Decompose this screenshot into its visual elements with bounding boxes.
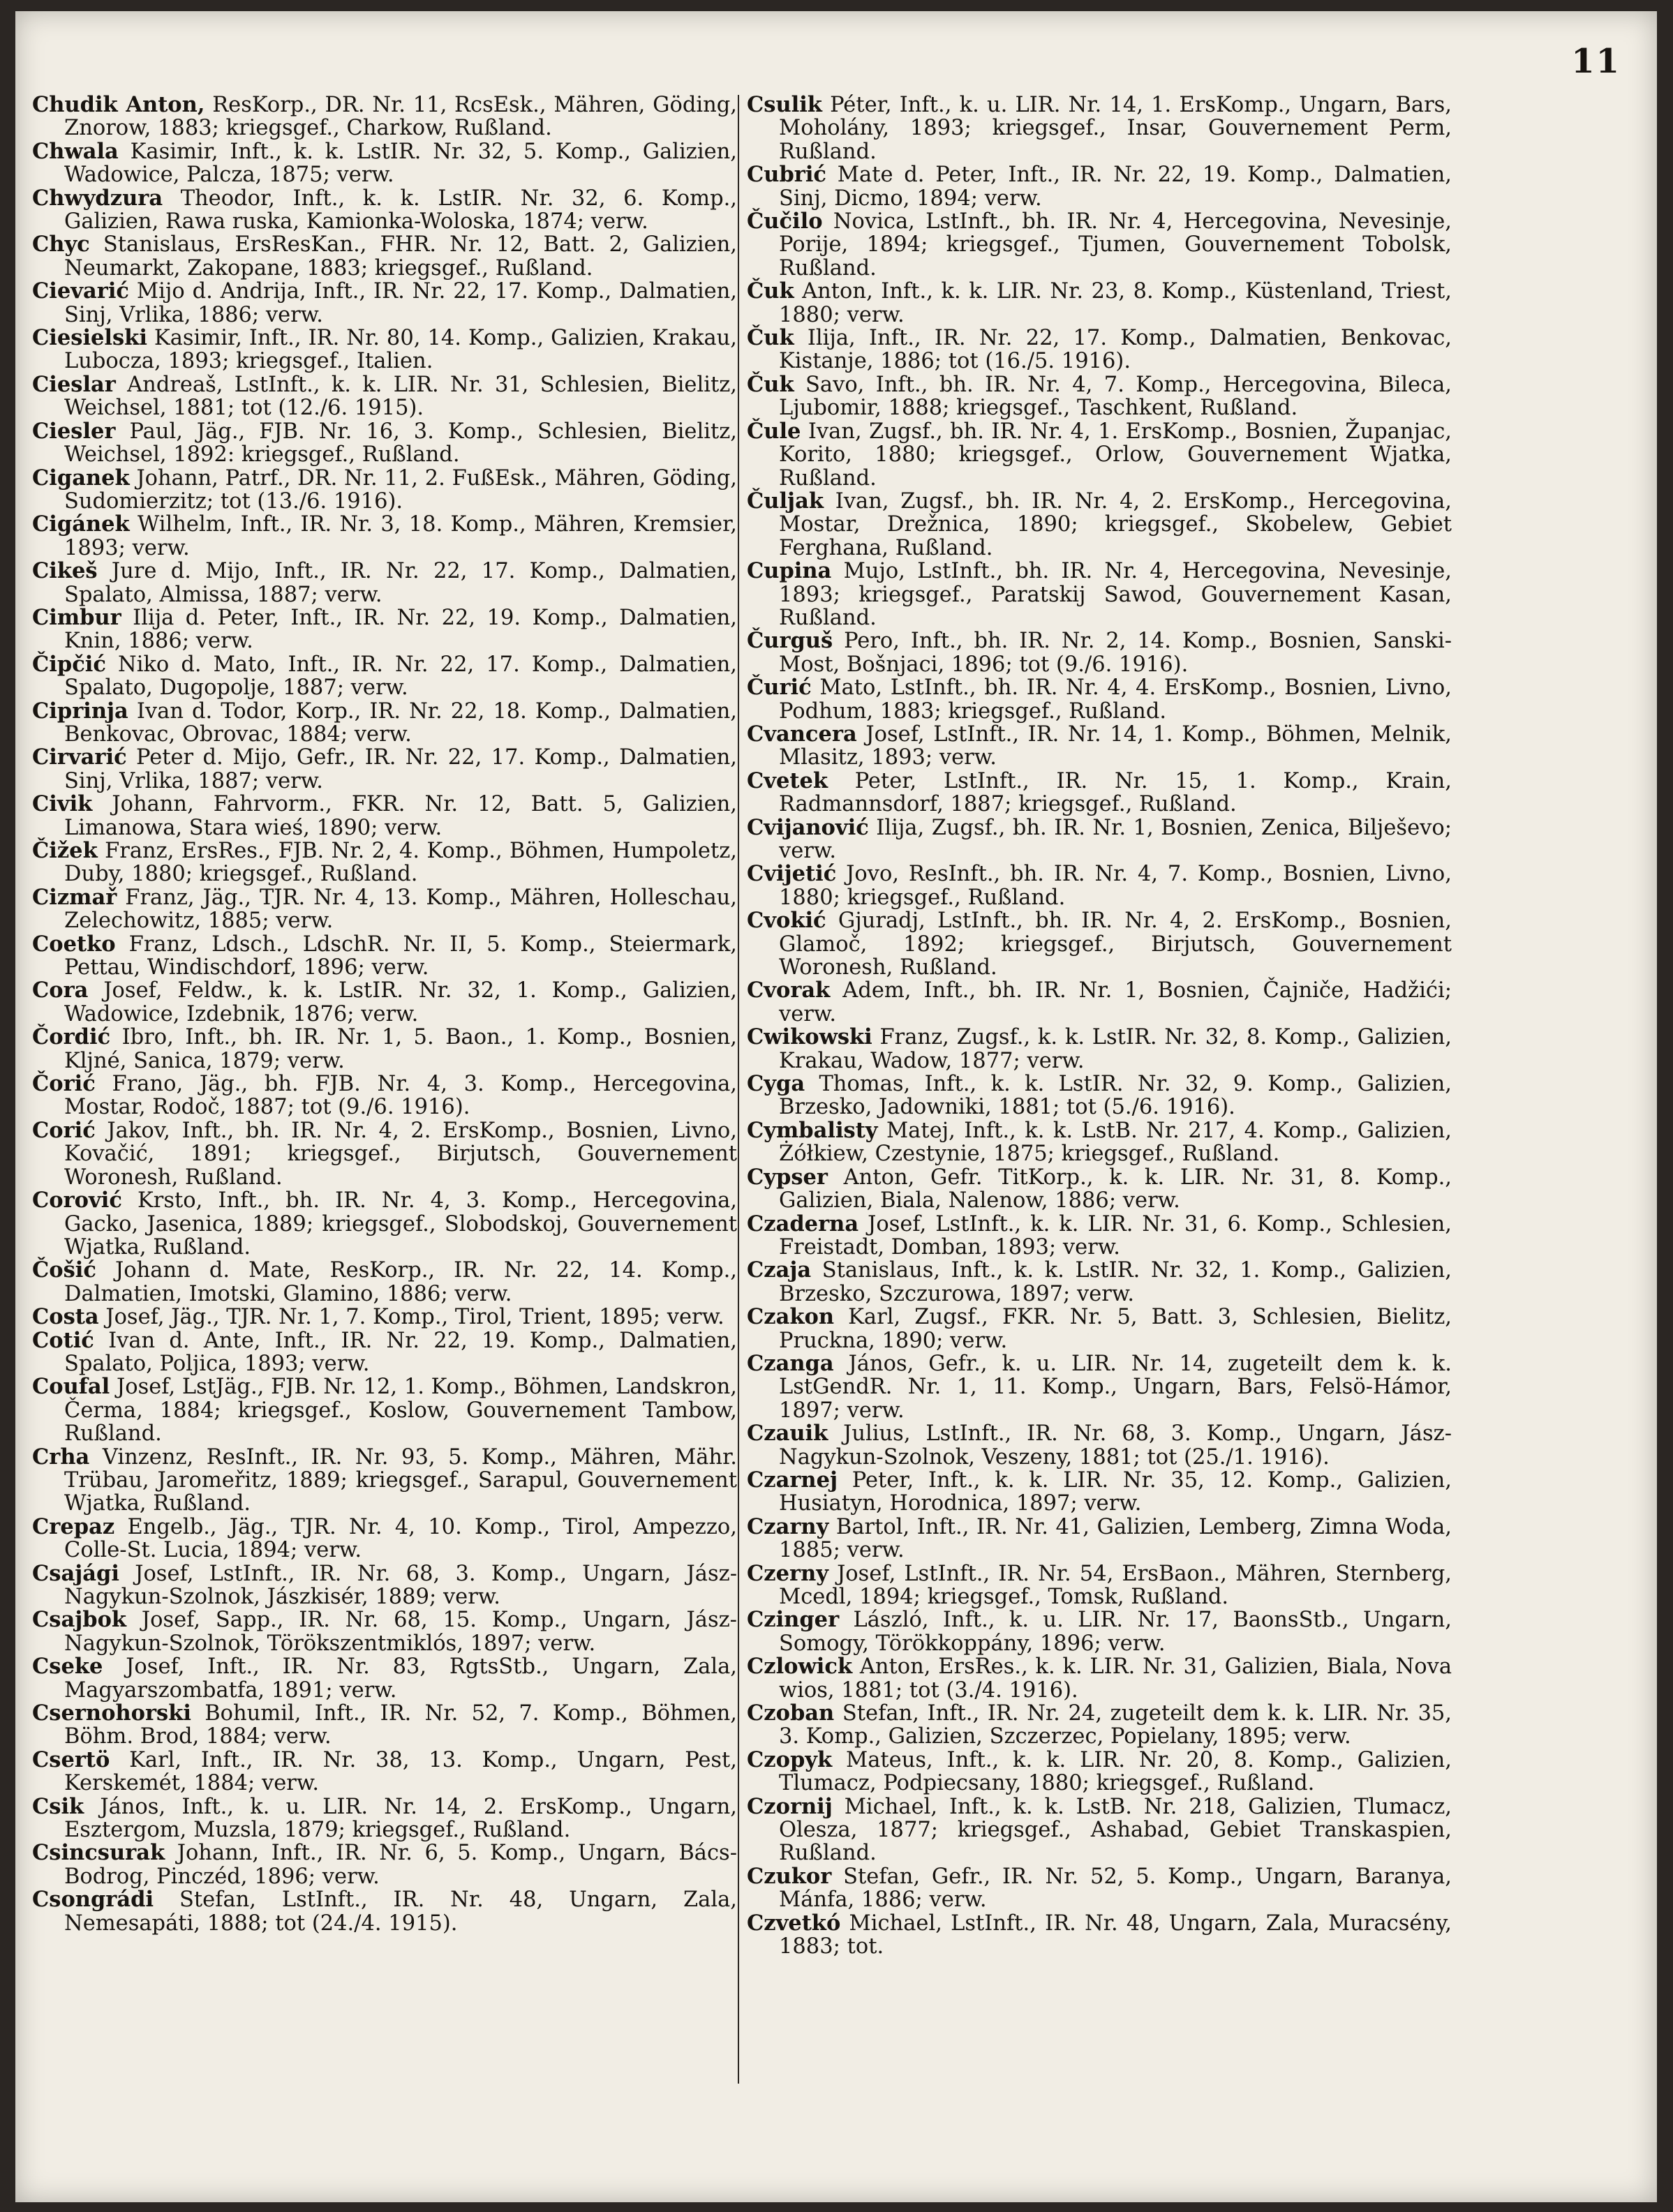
entry-surname: Čuk [747,278,794,304]
register-entry [32,1749,737,1795]
entry-surname: Czoban [747,1701,835,1726]
register-entry [747,909,1452,979]
entry-details: Peter, LstInft., IR. Nr. 15, 1. Komp., Krain, Radmannsdorf, 1887; kriegsgef., Rußland. [779,768,1452,817]
entry-surname: Cvancera [747,721,857,747]
register-entry [32,700,737,747]
entry-details: János, Inft., k. u. LIR. Nr. 14, 2. ErsKomp., Ungarn, Esztergom, Muzsla, 1879; kriegsgef., Rußland. [64,1794,737,1843]
entry-details: Anton, ErsRes., k. k. LIR. Nr. 31, Galizien, Biala, Nova wios, 1881; tot (3./4. 1916). [779,1654,1452,1703]
entry-details: Julius, LstInft., IR. Nr. 68, 3. Komp., Ungarn, Jász-Nagykun-Szolnok, Veszeny, 1881; tot (25./1. 1916). [779,1421,1452,1470]
entry-surname: Csajági [32,1560,119,1586]
register-entry [32,1516,737,1562]
entry-surname: Chyc [32,232,90,257]
entry-surname: Czauik [747,1421,828,1447]
entry-surname: Cseke [32,1654,103,1680]
register-entry [32,467,737,514]
entry-surname: Cyga [747,1071,805,1097]
entry-surname: Coufal [32,1374,110,1400]
entry-details: Theodor, Inft., k. k. LstIR. Nr. 32, 6. Komp., Galizien, Rawa ruska, Kamionka-Woloska, 1874; verw. [64,186,737,234]
entry-details: Jovo, ResInft., bh. IR. Nr. 4, 7. Komp., Bosnien, Livno, 1880; kriegsgef., Rußland. [779,862,1452,910]
register-entry [747,979,1452,1026]
register-entry [747,1702,1452,1749]
entry-surname: Cirvarić [32,745,127,770]
entry-surname: Cotić [32,1327,94,1353]
entry-surname: Ciprinja [32,698,128,724]
entry-details: Gjuradj, LstInft., bh. IR. Nr. 4, 2. ErsKomp., Bosnien, Glamoč, 1892; kriegsgef., Birjutsch, Gouvernement Woronesh, Rußland. [779,909,1452,980]
register-entry [32,513,737,560]
entry-details: Josef, LstInft., k. k. LIR. Nr. 31, 6. Komp., Schlesien, Freistadt, Domban, 1893; verw. [779,1211,1452,1260]
entry-details: Franz, Ldsch., LdschR. Nr. II, 5. Komp., Steiermark, Pettau, Windischdorf, 1896; verw. [64,932,737,980]
register-entry [747,1422,1452,1469]
register-entry [747,1213,1452,1260]
entry-details: Josef, Jäg., TJR. Nr. 1, 7. Komp., Tirol, Trient, 1895; verw. [98,1305,724,1330]
entry-surname: Čučilo [747,209,823,234]
register-entry [32,839,737,886]
register-entry [32,373,737,420]
entry-surname: Cora [32,978,89,1003]
entry-surname: Czinger [747,1607,840,1633]
entry-surname: Čižek [32,838,98,863]
register-entry [747,1306,1452,1352]
register-entry [747,1562,1452,1609]
register-entry [747,676,1452,723]
entry-surname: Czarny [747,1514,829,1539]
entry-surname: Civik [32,791,93,817]
entry-details: Savo, Inft., bh. IR. Nr. 4, 7. Komp., Hercegovina, Bileca, Ljubomir, 1888; kriegsgef., Taschkent, Rußland. [779,372,1452,421]
entry-surname: Cymbalisty [747,1117,878,1143]
entry-surname: Ciesielski [32,325,147,351]
entry-surname: Čorić [32,1071,96,1097]
entry-details: Mateus, Inft., k. k. LIR. Nr. 20, 8. Komp., Galizien, Tlumacz, Podpiecsany, 1880; kriegsgef., Rußland. [779,1747,1452,1796]
entry-details: Ivan d. Todor, Korp., IR. Nr. 22, 18. Komp., Dalmatien, Benkovac, Obrovac, 1884; verw. [64,698,737,747]
document-page [15,11,1657,2202]
entry-details: Bohumil, Inft., IR. Nr. 52, 7. Komp., Böhmen, Böhm. Brod, 1884; verw. [64,1701,737,1749]
entry-surname: Corović [32,1188,122,1213]
entry-details: Stanislaus, Inft., k. k. LstIR. Nr. 32, 1. Komp., Galizien, Brzesko, Szczurowa, 1897; verw. [779,1258,1452,1306]
entry-details: Wilhelm, Inft., IR. Nr. 3, 18. Komp., Mähren, Kremsier, 1893; verw. [64,512,737,560]
entry-details: Josef, Sapp., IR. Nr. 68, 15. Komp., Ungarn, Jász-Nagykun-Szolnok, Törökszentmiklós, 1897; verw. [64,1608,737,1656]
register-entry [32,933,737,980]
entry-surname: Ciganek [32,465,130,491]
entry-details: Anton, Gefr. TitKorp., k. k. LIR. Nr. 31, 8. Komp., Galizien, Biala, Nalenow, 1886; verw. [779,1165,1452,1213]
entry-details: Mate d. Peter, Inft., IR. Nr. 22, 19. Komp., Dalmatien, Sinj, Dicmo, 1894; verw. [779,163,1452,211]
entry-details: Peter d. Mijo, Gefr., IR. Nr. 22, 17. Komp., Dalmatien, Sinj, Vrlika, 1887; verw. [64,745,737,793]
entry-surname: Čošić [32,1257,96,1283]
entry-surname: Cwikowski [747,1024,872,1050]
entry-surname: Cievarić [32,278,129,304]
entry-surname: Cvijetić [747,861,837,887]
entry-surname: Cikeš [32,558,98,584]
entry-details: Josef, LstInft., IR. Nr. 54, ErsBaon., Mähren, Sternberg, Mcedl, 1894; kriegsgef., Tomsk, Rußland. [779,1561,1452,1609]
entry-surname: Csincsurak [32,1840,165,1866]
register-entry [32,1375,737,1445]
entry-details: Mujo, LstInft., bh. IR. Nr. 4, Hercegovina, Nevesinje, 1893; kriegsgef., Paratskij Sawod, Gouvernement Kasan, Rußland. [779,559,1452,630]
entry-surname: Czarnej [747,1467,838,1493]
entry-details: Johann d. Mate, ResKorp., IR. Nr. 22, 14. Komp., Dalmatien, Imotski, Glamino, 1886; verw. [64,1258,737,1306]
register-entry [32,327,737,373]
entry-details: Frano, Jäg., bh. FJB. Nr. 4, 3. Komp., Hercegovina, Mostar, Rodoč, 1887; tot (9./6. 1916). [64,1072,737,1120]
register-entry [32,560,737,606]
entry-surname: Cubrić [747,162,827,188]
entry-surname: Czaja [747,1257,812,1283]
left-column [32,94,737,1935]
entry-details: Franz, Zugsf., k. k. LstIR. Nr. 32, 8. Komp., Galizien, Krakau, Wadow, 1877; verw. [779,1025,1452,1073]
entry-surname: Chwala [32,138,119,164]
entry-details: Niko d. Mato, Inft., IR. Nr. 22, 17. Komp., Dalmatien, Spalato, Dugopolje, 1887; verw. [64,652,737,701]
entry-details: Franz, ErsRes., FJB. Nr. 2, 4. Komp., Böhmen, Humpoletz, Duby, 1880; kriegsgef., Rußland. [64,839,737,887]
entry-details: Jure d. Mijo, Inft., IR. Nr. 22, 17. Komp., Dalmatien, Spalato, Almissa, 1887; verw. [64,559,737,607]
entry-details: Jakov, Inft., bh. IR. Nr. 4, 2. ErsKomp., Bosnien, Livno, Kovačić, 1891; kriegsgef., Birjutsch, Gouvernement Woronesh, Rußland. [64,1118,737,1190]
entry-details: Adem, Inft., bh. IR. Nr. 1, Bosnien, Čajniče, Hadžići; verw. [779,978,1452,1026]
entry-surname: Cupina [747,558,832,584]
entry-surname: Čule [747,418,801,444]
register-entry [32,793,737,839]
entry-surname: Csertö [32,1747,110,1772]
entry-details: ResKorp., DR. Nr. 11, RcsEsk., Mähren, Göding, Znorow, 1883; kriegsgef., Charkow, Rußland. [64,93,737,141]
entry-surname: Cvetek [747,768,828,793]
entry-details: Franz, Jäg., TJR. Nr. 4, 13. Komp., Mähren, Holleschau, Zelechowitz, 1885; verw. [64,885,737,934]
entry-surname: Chudik Anton, [32,92,205,117]
entry-surname: Czakon [747,1304,835,1330]
register-entry [747,1073,1452,1119]
register-entry [747,1749,1452,1795]
register-entry [747,1119,1452,1166]
entry-surname: Czlowick [747,1654,853,1680]
entry-details: Matej, Inft., k. k. LstB. Nr. 217, 4. Komp., Galizien, Żółkiew, Czestynie, 1875; kriegsgef., Rußland. [779,1118,1452,1167]
register-entry [747,1795,1452,1865]
entry-details: Johann, Fahrvorm., FKR. Nr. 12, Batt. 5, Galizien, Limanowa, Stara wieś, 1890; verw. [64,792,737,840]
register-entry [747,816,1452,863]
entry-surname: Crha [32,1444,90,1470]
entry-details: Josef, LstInft., IR. Nr. 14, 1. Komp., Böhmen, Melnik, Mlasitz, 1893; verw. [779,722,1452,770]
register-entry [747,490,1452,560]
entry-details: Peter, Inft., k. k. LIR. Nr. 35, 12. Komp., Galizien, Husiatyn, Horodnica, 1897; verw. [779,1467,1452,1516]
entry-details: Johann, Patrf., DR. Nr. 11, 2. FußEsk., Mähren, Göding, Sudomierzitz; tot (13./6. 1916). [64,465,737,514]
entry-details: Kasimir, Inft., IR. Nr. 80, 14. Komp., Galizien, Krakau, Lubocza, 1893; kriegsgef., Italien. [64,326,737,374]
entry-surname: Cigánek [32,511,130,537]
entry-surname: Ciesler [32,418,116,444]
entry-surname: Čurić [747,675,812,701]
entry-details: Josef, LstInft., IR. Nr. 68, 3. Komp., Ungarn, Jász-Nagykun-Szolnok, Jászkisér, 1889; verw. [64,1561,737,1609]
register-entry [747,560,1452,629]
entry-details: Kasimir, Inft., k. k. LstIR. Nr. 32, 5. Komp., Galizien, Wadowice, Palcza, 1875; verw. [64,139,737,188]
entry-surname: Crepaz [32,1514,115,1539]
register-entry [747,163,1452,210]
entry-details: Krsto, Inft., bh. IR. Nr. 4, 3. Komp., Hercegovina, Gacko, Jasenica, 1889; kriegsgef., Slobodskoj, Gouvernement Wjatka, Rußland. [64,1188,737,1260]
entry-details: Karl, Inft., IR. Nr. 38, 13. Komp., Ungarn, Pest, Kerskemét, 1884; verw. [64,1747,737,1796]
entry-details: Ilija, Zugsf., bh. IR. Nr. 1, Bosnien, Zenica, Bilješevo; verw. [779,815,1452,863]
entry-details: Stanislaus, ErsResKan., FHR. Nr. 12, Batt. 2, Galizien, Neumarkt, Zakopane, 1883; kriegsgef., Rußland. [64,232,737,281]
register-entry [32,979,737,1026]
register-entry [747,723,1452,770]
entry-surname: Cvokić [747,908,826,934]
register-entry [32,187,737,234]
register-entry [747,94,1452,163]
entry-surname: Czanga [747,1350,834,1376]
register-entry [32,1189,737,1259]
entry-surname: Csongrádi [32,1887,154,1913]
entry-details: Michael, LstInft., IR. Nr. 48, Ungarn, Zala, Muracsény, 1883; tot. [779,1911,1452,1959]
register-entry [747,1166,1452,1213]
entry-surname: Coetko [32,931,116,957]
entry-surname: Czaderna [747,1211,859,1236]
entry-details: Engelb., Jäg., TJR. Nr. 4, 10. Komp., Tirol, Ampezzo, Colle-St. Lucia, 1894; verw. [64,1514,737,1563]
entry-details: Novica, LstInft., bh. IR. Nr. 4, Hercegovina, Nevesinje, Porije, 1894; kriegsgef., Tjumen, Gouvernement Tobolsk, Rußland. [779,209,1452,281]
register-entry [32,746,737,793]
register-entry [747,1865,1452,1912]
register-entry [32,1446,737,1516]
entry-details: Ivan, Zugsf., bh. IR. Nr. 4, 1. ErsKomp., Bosnien, Županjac, Korito, 1880; kriegsgef., Orlow, Gouvernement Wjatka, Rußland. [779,419,1452,491]
entry-surname: Costa [32,1304,99,1330]
register-entry [32,606,737,653]
register-entry [32,1306,737,1329]
entry-details: Péter, Inft., k. u. LIR. Nr. 14, 1. ErsKomp., Ungarn, Bars, Moholány, 1893; kriegsgef., Insar, Gouvernement Perm, Rußland. [779,93,1452,164]
register-entry [32,1702,737,1749]
entry-details: Ivan, Zugsf., bh. IR. Nr. 4, 2. ErsKomp., Hercegovina, Mostar, Drežnica, 1890; kriegsgef., Skobelew, Gebiet Ferghana, Rußland. [779,488,1452,560]
register-entry [747,1912,1452,1959]
register-entry [747,373,1452,420]
entry-details: János, Gefr., k. u. LIR. Nr. 14, zugeteilt dem k. k. LstGendR. Nr. 1, 11. Komp., Ungarn, Bars, Felsö-Hámor, 1897; verw. [779,1351,1452,1423]
entry-details: Pero, Inft., bh. IR. Nr. 2, 14. Komp., Bosnien, Sanski-Most, Bošnjaci, 1896; tot (9./6. 1916). [779,629,1452,677]
entry-surname: Czerny [747,1560,828,1586]
register-entry [747,327,1452,373]
entry-surname: Csajbok [32,1607,127,1633]
entry-details: László, Inft., k. u. LIR. Nr. 17, BaonsStb., Ungarn, Somogy, Törökkoppány, 1896; verw. [779,1608,1452,1656]
register-entry [32,233,737,280]
right-column [747,94,1452,1959]
entry-surname: Czukor [747,1863,832,1889]
register-entry [32,1841,737,1888]
register-entry [32,140,737,187]
entry-details: Thomas, Inft., k. k. LstIR. Nr. 32, 9. Komp., Galizien, Brzesko, Jadowniki, 1881; tot (5./6. 1916). [779,1072,1452,1120]
register-entry [747,1608,1452,1655]
register-entry [32,420,737,467]
entry-details: Ilija, Inft., IR. Nr. 22, 17. Komp., Dalmatien, Benkovac, Kistanje, 1886; tot (16./5. 1916). [779,326,1452,374]
register-entry [32,1562,737,1609]
entry-details: Mijo d. Andrija, Inft., IR. Nr. 22, 17. Komp., Dalmatien, Sinj, Vrlika, 1886; verw. [64,279,737,327]
entry-details: Mato, LstInft., bh. IR. Nr. 4, 4. ErsKomp., Bosnien, Livno, Podhum, 1883; kriegsgef., Rußland. [779,675,1452,724]
entry-surname: Csulik [747,92,822,117]
register-entry [32,280,737,327]
register-entry [747,1469,1452,1516]
register-entry [747,210,1452,280]
entry-surname: Czornij [747,1793,833,1819]
entry-surname: Czvetkó [747,1910,841,1936]
page-number: 11 [1571,42,1621,81]
entry-surname: Corić [32,1117,96,1143]
entry-surname: Cvijanović [747,814,869,840]
register-entry [747,862,1452,909]
entry-details: Ivan d. Ante, Inft., IR. Nr. 22, 19. Komp., Dalmatien, Spalato, Poljica, 1893; verw. [64,1328,737,1376]
register-entry [32,886,737,933]
register-entry [747,420,1452,490]
register-entry [32,1259,737,1306]
entry-surname: Čuk [747,371,794,397]
register-entry [747,1259,1452,1306]
entry-details: Michael, Inft., k. k. LstB. Nr. 218, Galizien, Tlumacz, Olesza, 1877; kriegsgef., Ashabad, Gebiet Transkaspien, Rußland. [779,1794,1452,1866]
entry-details: Ibro, Inft., bh. IR. Nr. 1, 5. Baon., 1. Komp., Bosnien, Kljné, Sanica, 1879; verw. [64,1025,737,1073]
entry-details: Andreaš, LstInft., k. k. LIR. Nr. 31, Schlesien, Bielitz, Weichsel, 1881; tot (12./6. 1915). [64,372,737,421]
entry-details: Josef, LstJäg., FJB. Nr. 12, 1. Komp., Böhmen, Landskron, Čerma, 1884; kriegsgef., Koslow, Gouvernement Tambow, Rußland. [64,1375,737,1447]
register-entry [747,280,1452,327]
register-entry [32,1888,737,1935]
entry-surname: Čurguš [747,628,833,654]
register-entry [747,1026,1452,1073]
entry-details: Stefan, Inft., IR. Nr. 24, zugeteilt dem k. k. LIR. Nr. 35, 3. Komp., Galizien, Szczerzec, Popielany, 1895; verw. [779,1701,1452,1749]
register-entry [32,94,737,140]
entry-surname: Čordić [32,1024,111,1050]
register-entry [32,1026,737,1073]
entry-details: Ilija d. Peter, Inft., IR. Nr. 22, 19. Komp., Dalmatien, Knin, 1886; verw. [64,605,737,654]
entry-details: Paul, Jäg., FJB. Nr. 16, 3. Komp., Schlesien, Bielitz, Weichsel, 1892: kriegsgef., Rußland. [64,419,737,468]
entry-surname: Čuk [747,325,794,351]
entry-details: Josef, Inft., IR. Nr. 83, RgtsStb., Ungarn, Zala, Magyarszombatfa, 1891; verw. [64,1654,737,1703]
entry-surname: Chwydzura [32,185,163,211]
entry-surname: Cieslar [32,371,116,397]
register-entry [32,1608,737,1655]
entry-details: Josef, Feldw., k. k. LstIR. Nr. 32, 1. Komp., Galizien, Wadowice, Izdebnik, 1876; verw. [64,978,737,1026]
entry-surname: Csik [32,1793,84,1819]
entry-surname: Čuljak [747,488,824,514]
register-entry [747,1655,1452,1702]
register-entry [747,629,1452,676]
entry-details: Karl, Zugsf., FKR. Nr. 5, Batt. 3, Schlesien, Bielitz, Pruckna, 1890; verw. [779,1305,1452,1353]
entry-details: Vinzenz, ResInft., IR. Nr. 93, 5. Komp., Mähren, Mähr. Trübau, Jaromeřitz, 1889; kriegsgef., Sarapul, Gouvernement Wjatka, Rußland. [64,1444,737,1516]
register-entry [32,1655,737,1702]
entry-surname: Cimbur [32,604,121,630]
register-entry [747,1516,1452,1562]
register-entry [32,1795,737,1842]
entry-surname: Cvorak [747,978,831,1003]
column-divider [738,95,739,2084]
register-entry [32,1073,737,1119]
register-entry [747,770,1452,816]
entry-details: Anton, Inft., k. k. LIR. Nr. 23, 8. Komp., Küstenland, Triest, 1880; verw. [779,279,1452,327]
entry-surname: Cypser [747,1164,828,1190]
entry-details: Stefan, Gefr., IR. Nr. 52, 5. Komp., Ungarn, Baranya, Mánfa, 1886; verw. [779,1864,1452,1913]
entry-details: Stefan, LstInft., IR. Nr. 48, Ungarn, Zala, Nemesapáti, 1888; tot (24./4. 1915). [64,1888,737,1936]
register-entry [32,1119,737,1189]
entry-surname: Czopyk [747,1747,833,1772]
entry-surname: Čipčić [32,651,106,677]
entry-surname: Cizmař [32,884,117,910]
entry-details: Johann, Inft., IR. Nr. 6, 5. Komp., Ungarn, Bács-Bodrog, Pinczéd, 1896; verw. [64,1841,737,1889]
entry-details: Bartol, Inft., IR. Nr. 41, Galizien, Lemberg, Zimna Woda, 1885; verw. [779,1514,1452,1563]
register-entry [32,1329,737,1376]
entry-surname: Csernohorski [32,1701,191,1726]
register-entry [32,653,737,700]
register-entry [747,1352,1452,1422]
